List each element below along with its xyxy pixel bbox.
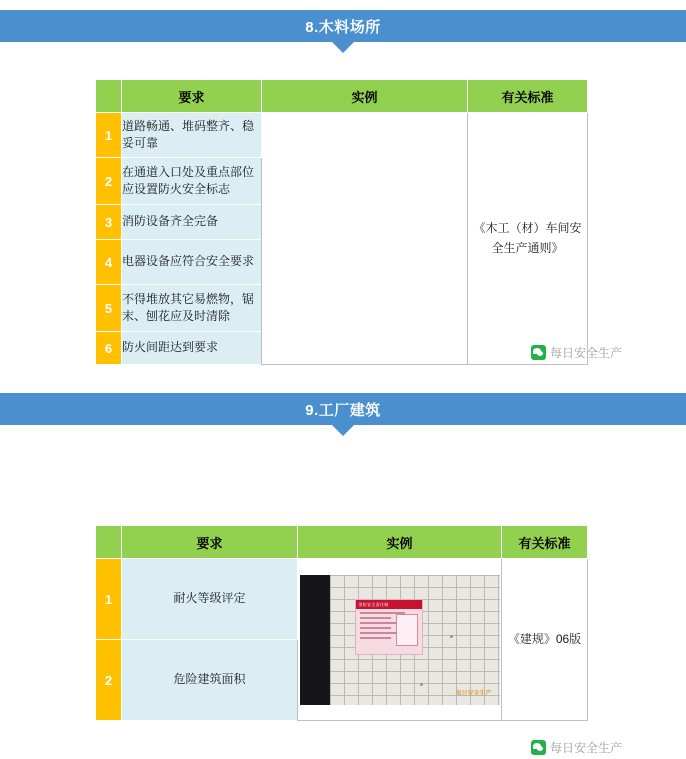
table-header-example: 实例 xyxy=(262,80,468,113)
row-requirement: 不得堆放其它易燃物，锯末、刨花应及时清除 xyxy=(122,285,262,332)
row-number: 3 xyxy=(96,205,122,240)
row-number: 5 xyxy=(96,285,122,332)
wechat-logo-icon xyxy=(531,345,546,360)
table-wrap-9 xyxy=(95,525,588,721)
standard-cell: 《木工（材）车间安全生产通则》 xyxy=(468,113,588,365)
standard-cell: 《建规》06版 xyxy=(502,559,588,721)
example-photo-cell xyxy=(298,559,502,721)
example-photo xyxy=(300,575,500,705)
photo-watermark-label: 每日安全生产 xyxy=(455,690,492,697)
row-requirement: 电器设备应符合安全要求 xyxy=(122,240,262,285)
example-cell xyxy=(262,113,468,365)
wechat-logo-icon xyxy=(531,740,546,755)
table-header-requirement: 要求 xyxy=(122,526,298,559)
requirements-table-8 xyxy=(95,79,588,365)
table-header-standard: 有关标准 xyxy=(502,526,588,559)
section-wood-yard xyxy=(0,10,686,42)
watermark-label: 每日安全生产 xyxy=(550,741,623,755)
row-requirement: 防火间距达到要求 xyxy=(122,332,262,365)
watermark-label: 每日安全生产 xyxy=(550,346,623,360)
watermark-top xyxy=(531,344,622,361)
section-banner-9-label: 9.工厂建筑 xyxy=(305,401,381,419)
section-banner-8 xyxy=(0,10,686,42)
table-header-row xyxy=(96,526,588,559)
banner-arrow-icon xyxy=(332,425,354,436)
row-requirement: 道路畅通、堆码整齐、稳妥可靠 xyxy=(122,113,262,158)
section-factory-building xyxy=(0,393,686,425)
row-number: 4 xyxy=(96,240,122,285)
photo-spot xyxy=(450,635,453,638)
row-requirement: 消防设备齐全完备 xyxy=(122,205,262,240)
row-requirement: 在通道入口处及重点部位应设置防火安全标志 xyxy=(122,158,262,205)
table-header-standard: 有关标准 xyxy=(468,80,588,113)
table-row xyxy=(96,113,588,158)
poster-title: 消防安全责任制 xyxy=(356,600,422,609)
row-number: 2 xyxy=(96,640,122,721)
row-requirement: 耐火等级评定 xyxy=(122,559,298,640)
table-row xyxy=(96,559,588,640)
watermark-bottom xyxy=(531,739,622,756)
photo-spot xyxy=(420,683,423,686)
row-requirement: 危险建筑面积 xyxy=(122,640,298,721)
table-header-row xyxy=(96,80,588,113)
section-banner-9 xyxy=(0,393,686,425)
row-number: 1 xyxy=(96,559,122,640)
safety-poster xyxy=(355,599,423,655)
table-header-no xyxy=(96,526,122,559)
banner-arrow-icon xyxy=(332,42,354,53)
table-wrap-8 xyxy=(95,79,588,365)
requirements-table-9 xyxy=(95,525,588,721)
photo-dark-edge xyxy=(300,575,330,705)
row-number: 1 xyxy=(96,113,122,158)
row-number: 2 xyxy=(96,158,122,205)
table-header-no xyxy=(96,80,122,113)
row-number: 6 xyxy=(96,332,122,365)
section-banner-8-label: 8.木料场所 xyxy=(305,18,381,36)
table-header-example: 实例 xyxy=(298,526,502,559)
table-header-requirement: 要求 xyxy=(122,80,262,113)
poster-side-box xyxy=(396,614,418,646)
